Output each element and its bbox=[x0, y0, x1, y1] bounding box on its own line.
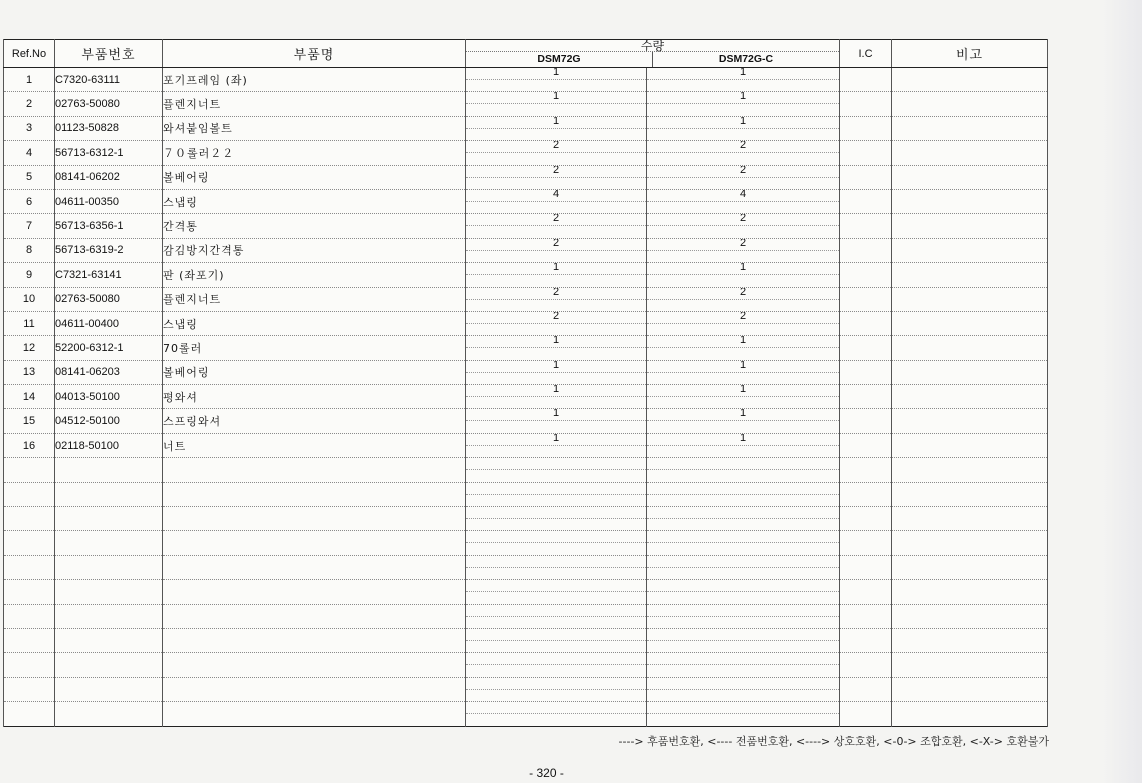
empty-row bbox=[4, 507, 1048, 531]
cell-qty-dsm72g-c: 2 bbox=[647, 214, 840, 238]
cell-part-name: 볼베어링 bbox=[163, 165, 466, 189]
cell-qty-dsm72g-c bbox=[647, 507, 840, 531]
cell-ic bbox=[840, 653, 892, 677]
cell-remarks bbox=[892, 311, 1048, 335]
cell-qty-dsm72g: 1 bbox=[466, 360, 647, 384]
table-row bbox=[4, 116, 1048, 140]
cell-qty-dsm72g: 2 bbox=[466, 238, 647, 262]
cell-remarks bbox=[892, 677, 1048, 701]
cell-qty-dsm72g: 2 bbox=[466, 214, 647, 238]
cell-part-name bbox=[163, 458, 466, 482]
scan-edge-shading bbox=[1102, 0, 1142, 783]
cell-part-name bbox=[163, 653, 466, 677]
cell-ref-no bbox=[4, 677, 55, 701]
cell-remarks bbox=[892, 214, 1048, 238]
cell-part-number: 56713-6319-2 bbox=[55, 238, 163, 262]
cell-ic bbox=[840, 482, 892, 506]
header-remarks: 비고 bbox=[892, 40, 1048, 68]
cell-qty-dsm72g: 2 bbox=[466, 141, 647, 165]
cell-ref-no bbox=[4, 458, 55, 482]
empty-row bbox=[4, 580, 1048, 604]
cell-part-name: 플렌지너트 bbox=[163, 287, 466, 311]
cell-part-name bbox=[163, 531, 466, 555]
cell-qty-dsm72g bbox=[466, 702, 647, 726]
cell-remarks bbox=[892, 360, 1048, 384]
cell-part-number bbox=[55, 531, 163, 555]
cell-ref-no bbox=[4, 653, 55, 677]
cell-ic bbox=[840, 287, 892, 311]
cell-part-name bbox=[163, 555, 466, 579]
cell-ic bbox=[840, 555, 892, 579]
cell-ref-no: 11 bbox=[4, 311, 55, 335]
cell-part-number bbox=[55, 702, 163, 726]
cell-qty-dsm72g: 1 bbox=[466, 336, 647, 360]
cell-ic bbox=[840, 628, 892, 652]
cell-ic bbox=[840, 385, 892, 409]
cell-qty-dsm72g-c: 1 bbox=[647, 116, 840, 140]
table-row bbox=[4, 263, 1048, 287]
page-number: - 320 - bbox=[529, 766, 564, 780]
cell-ref-no: 15 bbox=[4, 409, 55, 433]
cell-part-number: 02763-50080 bbox=[55, 287, 163, 311]
cell-part-number: 02118-50100 bbox=[55, 433, 163, 457]
cell-part-name: 포기프레임 (좌) bbox=[163, 68, 466, 92]
cell-qty-dsm72g-c: 1 bbox=[647, 433, 840, 457]
cell-qty-dsm72g: 2 bbox=[466, 311, 647, 335]
header-models bbox=[466, 51, 839, 67]
cell-part-name: 볼베어링 bbox=[163, 360, 466, 384]
cell-qty-dsm72g-c: 1 bbox=[647, 409, 840, 433]
cell-remarks bbox=[892, 141, 1048, 165]
cell-ic bbox=[840, 458, 892, 482]
cell-remarks bbox=[892, 458, 1048, 482]
cell-part-name: 플렌지너트 bbox=[163, 92, 466, 116]
header-part-name: 부품명 bbox=[163, 40, 466, 68]
cell-qty-dsm72g: 2 bbox=[466, 287, 647, 311]
cell-part-number: 52200-6312-1 bbox=[55, 336, 163, 360]
cell-qty-dsm72g-c bbox=[647, 531, 840, 555]
cell-part-name: 평와셔 bbox=[163, 385, 466, 409]
cell-ic bbox=[840, 336, 892, 360]
cell-ic bbox=[840, 677, 892, 701]
cell-ref-no: 2 bbox=[4, 92, 55, 116]
cell-part-number bbox=[55, 653, 163, 677]
table-row bbox=[4, 385, 1048, 409]
cell-part-number: 08141-06202 bbox=[55, 165, 163, 189]
cell-remarks bbox=[892, 336, 1048, 360]
cell-qty-dsm72g-c: 1 bbox=[647, 68, 840, 92]
cell-part-name bbox=[163, 702, 466, 726]
cell-part-name bbox=[163, 677, 466, 701]
empty-row bbox=[4, 653, 1048, 677]
table-row bbox=[4, 409, 1048, 433]
cell-ref-no bbox=[4, 702, 55, 726]
table-row bbox=[4, 360, 1048, 384]
cell-qty-dsm72g bbox=[466, 507, 647, 531]
cell-ref-no bbox=[4, 580, 55, 604]
cell-remarks bbox=[892, 531, 1048, 555]
cell-part-number: C7320-63111 bbox=[55, 68, 163, 92]
cell-remarks bbox=[892, 653, 1048, 677]
cell-ref-no: 16 bbox=[4, 433, 55, 457]
table-row bbox=[4, 433, 1048, 457]
cell-ref-no bbox=[4, 531, 55, 555]
cell-ic bbox=[840, 214, 892, 238]
cell-remarks bbox=[892, 116, 1048, 140]
table-header bbox=[4, 40, 1048, 68]
cell-ic bbox=[840, 238, 892, 262]
header-quantity-title: 수량 bbox=[640, 39, 665, 53]
cell-qty-dsm72g-c bbox=[647, 555, 840, 579]
cell-ref-no bbox=[4, 628, 55, 652]
table-row bbox=[4, 214, 1048, 238]
cell-part-number bbox=[55, 628, 163, 652]
interchangeability-legend: ----> 후품번호환, <---- 전품번호환, <----> 상호호환, <-0-> 조합호환, <-X-> 호환불가 bbox=[618, 735, 1049, 748]
table-row bbox=[4, 336, 1048, 360]
cell-remarks bbox=[892, 409, 1048, 433]
cell-qty-dsm72g bbox=[466, 482, 647, 506]
cell-qty-dsm72g bbox=[466, 555, 647, 579]
cell-qty-dsm72g: 4 bbox=[466, 189, 647, 213]
cell-qty-dsm72g bbox=[466, 628, 647, 652]
table-row bbox=[4, 287, 1048, 311]
cell-part-number bbox=[55, 555, 163, 579]
table-row bbox=[4, 141, 1048, 165]
cell-ref-no: 13 bbox=[4, 360, 55, 384]
cell-qty-dsm72g-c bbox=[647, 677, 840, 701]
cell-ref-no: 8 bbox=[4, 238, 55, 262]
cell-part-name: 판 (좌포기) bbox=[163, 263, 466, 287]
cell-remarks bbox=[892, 482, 1048, 506]
cell-part-number bbox=[55, 604, 163, 628]
cell-qty-dsm72g: 1 bbox=[466, 68, 647, 92]
cell-remarks bbox=[892, 287, 1048, 311]
cell-qty-dsm72g-c: 1 bbox=[647, 263, 840, 287]
cell-part-name: 스냅링 bbox=[163, 311, 466, 335]
cell-ic bbox=[840, 702, 892, 726]
empty-row bbox=[4, 604, 1048, 628]
cell-part-number: 56713-6356-1 bbox=[55, 214, 163, 238]
cell-part-number bbox=[55, 677, 163, 701]
cell-ic bbox=[840, 141, 892, 165]
cell-part-name bbox=[163, 580, 466, 604]
cell-part-number bbox=[55, 482, 163, 506]
cell-qty-dsm72g: 1 bbox=[466, 385, 647, 409]
header-quantity bbox=[466, 40, 840, 68]
table-body bbox=[4, 68, 1048, 727]
empty-row bbox=[4, 628, 1048, 652]
cell-part-name bbox=[163, 507, 466, 531]
cell-remarks bbox=[892, 189, 1048, 213]
header-ref-no: Ref.No bbox=[4, 40, 55, 68]
cell-qty-dsm72g: 1 bbox=[466, 409, 647, 433]
cell-remarks bbox=[892, 238, 1048, 262]
cell-ref-no: 4 bbox=[4, 141, 55, 165]
cell-qty-dsm72g bbox=[466, 653, 647, 677]
cell-qty-dsm72g-c bbox=[647, 580, 840, 604]
cell-part-number: 01123-50828 bbox=[55, 116, 163, 140]
cell-part-name: 70롤러 bbox=[163, 336, 466, 360]
cell-remarks bbox=[892, 433, 1048, 457]
cell-ic bbox=[840, 165, 892, 189]
cell-ref-no: 6 bbox=[4, 189, 55, 213]
cell-qty-dsm72g bbox=[466, 677, 647, 701]
cell-qty-dsm72g bbox=[466, 580, 647, 604]
cell-ref-no: 3 bbox=[4, 116, 55, 140]
cell-qty-dsm72g bbox=[466, 604, 647, 628]
cell-remarks bbox=[892, 263, 1048, 287]
cell-ic bbox=[840, 68, 892, 92]
cell-part-name: ７０롤러２２ bbox=[163, 141, 466, 165]
cell-part-number bbox=[55, 580, 163, 604]
empty-row bbox=[4, 555, 1048, 579]
table-row bbox=[4, 311, 1048, 335]
cell-qty-dsm72g-c: 2 bbox=[647, 287, 840, 311]
cell-remarks bbox=[892, 68, 1048, 92]
cell-part-name bbox=[163, 482, 466, 506]
table-row bbox=[4, 68, 1048, 92]
cell-part-number: 56713-6312-1 bbox=[55, 141, 163, 165]
cell-part-number: 04512-50100 bbox=[55, 409, 163, 433]
cell-qty-dsm72g-c: 2 bbox=[647, 165, 840, 189]
cell-qty-dsm72g-c: 2 bbox=[647, 141, 840, 165]
cell-qty-dsm72g bbox=[466, 458, 647, 482]
cell-remarks bbox=[892, 628, 1048, 652]
cell-qty-dsm72g-c: 1 bbox=[647, 92, 840, 116]
empty-row bbox=[4, 531, 1048, 555]
cell-part-number bbox=[55, 507, 163, 531]
cell-ref-no: 5 bbox=[4, 165, 55, 189]
cell-qty-dsm72g-c bbox=[647, 458, 840, 482]
cell-part-name: 너트 bbox=[163, 433, 466, 457]
cell-ref-no bbox=[4, 507, 55, 531]
cell-part-name: 간격통 bbox=[163, 214, 466, 238]
cell-part-name bbox=[163, 628, 466, 652]
cell-ref-no: 12 bbox=[4, 336, 55, 360]
cell-remarks bbox=[892, 385, 1048, 409]
cell-qty-dsm72g bbox=[466, 531, 647, 555]
cell-qty-dsm72g: 1 bbox=[466, 433, 647, 457]
cell-qty-dsm72g-c: 1 bbox=[647, 360, 840, 384]
cell-ic bbox=[840, 604, 892, 628]
cell-ic bbox=[840, 580, 892, 604]
cell-qty-dsm72g-c bbox=[647, 482, 840, 506]
cell-ic bbox=[840, 360, 892, 384]
cell-qty-dsm72g: 1 bbox=[466, 92, 647, 116]
cell-ref-no: 10 bbox=[4, 287, 55, 311]
cell-part-name: 와셔붙임볼트 bbox=[163, 116, 466, 140]
cell-qty-dsm72g-c: 1 bbox=[647, 336, 840, 360]
cell-qty-dsm72g-c bbox=[647, 604, 840, 628]
cell-qty-dsm72g-c: 4 bbox=[647, 189, 840, 213]
cell-part-number: 08141-06203 bbox=[55, 360, 163, 384]
cell-part-number: 04611-00400 bbox=[55, 311, 163, 335]
cell-ic bbox=[840, 263, 892, 287]
cell-remarks bbox=[892, 580, 1048, 604]
cell-part-name bbox=[163, 604, 466, 628]
empty-row bbox=[4, 482, 1048, 506]
cell-qty-dsm72g: 1 bbox=[466, 116, 647, 140]
cell-qty-dsm72g: 2 bbox=[466, 165, 647, 189]
header-model-dsm72g: DSM72G bbox=[466, 52, 653, 67]
empty-row bbox=[4, 702, 1048, 726]
cell-ic bbox=[840, 433, 892, 457]
cell-ref-no bbox=[4, 482, 55, 506]
cell-part-number: 04611-00350 bbox=[55, 189, 163, 213]
cell-qty-dsm72g-c bbox=[647, 653, 840, 677]
cell-remarks bbox=[892, 165, 1048, 189]
cell-qty-dsm72g-c: 2 bbox=[647, 238, 840, 262]
header-part-number: 부품번호 bbox=[55, 40, 163, 68]
cell-ref-no: 9 bbox=[4, 263, 55, 287]
cell-ic bbox=[840, 92, 892, 116]
cell-part-number bbox=[55, 458, 163, 482]
header-model-dsm72g-c: DSM72G-C bbox=[718, 53, 774, 65]
cell-ic bbox=[840, 409, 892, 433]
cell-ref-no bbox=[4, 604, 55, 628]
cell-ic bbox=[840, 531, 892, 555]
cell-qty-dsm72g-c bbox=[647, 628, 840, 652]
cell-remarks bbox=[892, 555, 1048, 579]
cell-ic bbox=[840, 116, 892, 140]
cell-remarks bbox=[892, 507, 1048, 531]
cell-remarks bbox=[892, 702, 1048, 726]
cell-ref-no: 7 bbox=[4, 214, 55, 238]
cell-qty-dsm72g-c bbox=[647, 702, 840, 726]
cell-ref-no: 1 bbox=[4, 68, 55, 92]
cell-qty-dsm72g-c: 1 bbox=[647, 385, 840, 409]
cell-ic bbox=[840, 311, 892, 335]
cell-part-name: 감김방지간격통 bbox=[163, 238, 466, 262]
cell-ic bbox=[840, 507, 892, 531]
cell-ic bbox=[840, 189, 892, 213]
parts-table bbox=[3, 39, 1048, 727]
cell-part-name: 스프링와셔 bbox=[163, 409, 466, 433]
table-row bbox=[4, 92, 1048, 116]
cell-qty-dsm72g-c: 2 bbox=[647, 311, 840, 335]
cell-part-number: 04013-50100 bbox=[55, 385, 163, 409]
cell-part-number: C7321-63141 bbox=[55, 263, 163, 287]
table-row bbox=[4, 165, 1048, 189]
table-row bbox=[4, 238, 1048, 262]
cell-ref-no: 14 bbox=[4, 385, 55, 409]
cell-remarks bbox=[892, 92, 1048, 116]
cell-remarks bbox=[892, 604, 1048, 628]
cell-ref-no bbox=[4, 555, 55, 579]
cell-part-number: 02763-50080 bbox=[55, 92, 163, 116]
header-ic: I.C bbox=[840, 40, 892, 68]
table-row bbox=[4, 189, 1048, 213]
empty-row bbox=[4, 458, 1048, 482]
empty-row bbox=[4, 677, 1048, 701]
cell-part-name: 스냅링 bbox=[163, 189, 466, 213]
cell-qty-dsm72g: 1 bbox=[466, 263, 647, 287]
